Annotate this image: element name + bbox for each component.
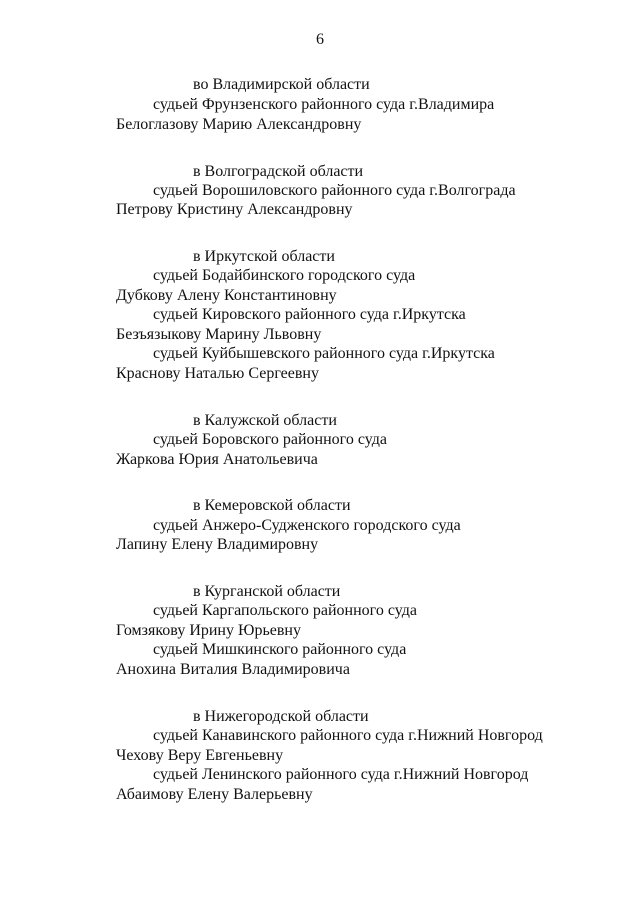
region-heading: в Кемеровской области: [193, 497, 351, 514]
court-line: судьей Канавинского районного суда г.Нижний Новгород: [153, 727, 543, 744]
region-heading: в Курганской области: [193, 583, 341, 600]
region-heading: во Владимирской области: [193, 76, 370, 93]
person-name: Безъязыкову Марину Львовну: [116, 326, 322, 343]
person-name: Жаркова Юрия Анатольевича: [116, 451, 318, 468]
court-line: судьей Кировского районного суда г.Иркутска: [153, 306, 466, 323]
court-line: судьей Ленинского районного суда г.Нижний Новгород: [153, 766, 529, 783]
court-line: судьей Куйбышевского районного суда г.Иркутска: [153, 345, 495, 362]
court-line: судьей Фрунзенского районного суда г.Владимира: [153, 96, 495, 113]
person-name: Лапину Елену Владимировну: [116, 536, 319, 553]
person-name: Петрову Кристину Александровну: [116, 201, 353, 218]
region-heading: в Нижегородской области: [193, 708, 369, 725]
region-heading: в Волгоградской области: [193, 163, 364, 180]
region-heading: в Иркутской области: [193, 248, 335, 265]
court-line: судьей Каргапольского районного суда: [153, 602, 417, 619]
court-line: судьей Ворошиловского районного суда г.Волгограда: [153, 182, 516, 199]
court-line: судьей Мишкинского районного суда: [153, 641, 407, 658]
court-line: судьей Бодайбинского городского суда: [153, 267, 416, 284]
person-name: Чехову Веру Евгеньевну: [116, 747, 284, 764]
page-number: 6: [316, 31, 324, 48]
court-line: судьей Боровского районного суда: [153, 431, 387, 448]
person-name: Анохина Виталия Владимировича: [116, 661, 350, 678]
person-name: Краснову Наталью Сергеевну: [116, 365, 319, 382]
court-line: судьей Анжеро-Судженского городского суда: [153, 517, 461, 534]
person-name: Гомзякову Ирину Юрьевну: [116, 622, 301, 639]
region-heading: в Калужской области: [193, 412, 337, 429]
person-name: Дубкову Алену Константиновну: [116, 287, 337, 304]
person-name: Белоглазову Марию Александровну: [116, 116, 362, 133]
person-name: Абаимову Елену Валерьевну: [116, 786, 313, 803]
